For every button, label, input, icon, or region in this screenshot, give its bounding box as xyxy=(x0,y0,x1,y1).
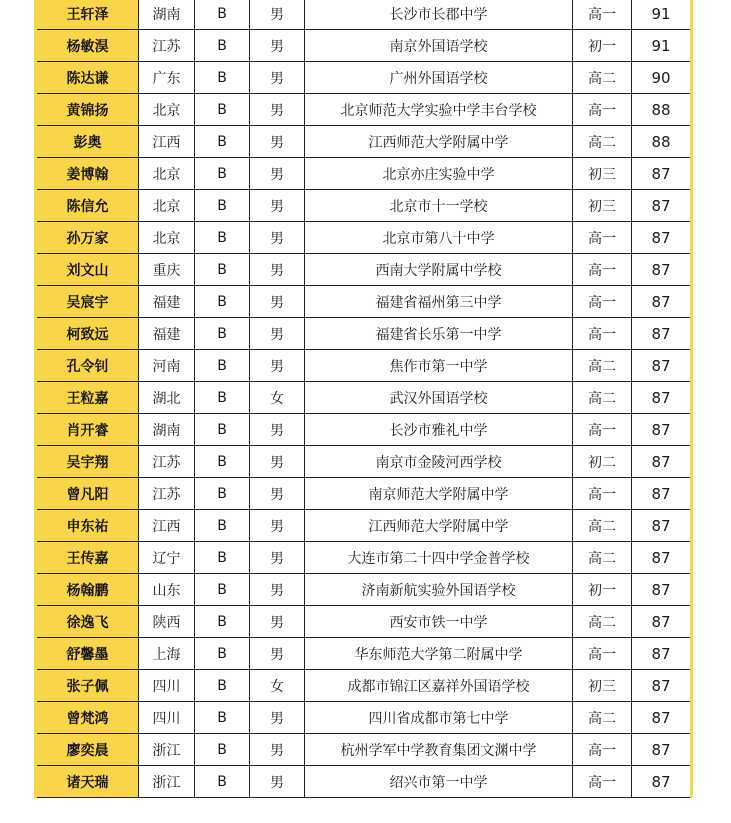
table-row xyxy=(36,606,692,638)
class-cell: B xyxy=(195,126,250,158)
class-cell: B xyxy=(195,318,250,350)
table-row xyxy=(36,638,692,670)
grade-cell: 高一 xyxy=(573,414,632,446)
province-cell: 北京 xyxy=(139,190,195,222)
province-cell: 江西 xyxy=(139,126,195,158)
class-cell: B xyxy=(195,574,250,606)
student-name-cell: 曾凡阳 xyxy=(36,478,139,510)
gender-cell: 男 xyxy=(250,286,305,318)
gender-cell: 男 xyxy=(250,94,305,126)
student-name-cell: 柯致远 xyxy=(36,318,139,350)
school-cell: 西南大学附属中学校 xyxy=(305,254,573,286)
gender-cell: 男 xyxy=(250,702,305,734)
gender-cell: 男 xyxy=(250,414,305,446)
province-cell: 北京 xyxy=(139,222,195,254)
table-row xyxy=(36,286,692,318)
class-cell: B xyxy=(195,382,250,414)
class-cell: B xyxy=(195,670,250,702)
score-cell: 87 xyxy=(632,446,692,478)
gender-cell: 男 xyxy=(250,254,305,286)
score-cell: 90 xyxy=(632,62,692,94)
score-cell: 87 xyxy=(632,318,692,350)
school-cell: 北京师范大学实验中学丰台学校 xyxy=(305,94,573,126)
gender-cell: 男 xyxy=(250,350,305,382)
student-name-cell: 孔令钊 xyxy=(36,350,139,382)
school-cell: 焦作市第一中学 xyxy=(305,350,573,382)
class-cell: B xyxy=(195,702,250,734)
province-cell: 上海 xyxy=(139,638,195,670)
table-row xyxy=(36,446,692,478)
school-cell: 大连市第二十四中学金普学校 xyxy=(305,542,573,574)
table-row xyxy=(36,510,692,542)
score-cell: 91 xyxy=(632,0,692,30)
student-name-cell: 王轩泽 xyxy=(36,0,139,30)
student-name-cell: 王粒嘉 xyxy=(36,382,139,414)
score-cell: 87 xyxy=(632,350,692,382)
gender-cell: 男 xyxy=(250,478,305,510)
province-cell: 江西 xyxy=(139,510,195,542)
province-cell: 福建 xyxy=(139,286,195,318)
score-cell: 87 xyxy=(632,382,692,414)
school-cell: 福建省长乐第一中学 xyxy=(305,318,573,350)
grade-cell: 初三 xyxy=(573,190,632,222)
province-cell: 湖南 xyxy=(139,0,195,30)
school-cell: 南京外国语学校 xyxy=(305,30,573,62)
table-row xyxy=(36,478,692,510)
score-cell: 87 xyxy=(632,158,692,190)
province-cell: 湖南 xyxy=(139,414,195,446)
student-name-cell: 徐逸飞 xyxy=(36,606,139,638)
class-cell: B xyxy=(195,446,250,478)
class-cell: B xyxy=(195,94,250,126)
student-name-cell: 诸天瑞 xyxy=(36,766,139,798)
table-row xyxy=(36,222,692,254)
grade-cell: 高二 xyxy=(573,542,632,574)
student-name-cell: 姜博翰 xyxy=(36,158,139,190)
gender-cell: 男 xyxy=(250,574,305,606)
score-cell: 87 xyxy=(632,702,692,734)
table-row xyxy=(36,734,692,766)
score-cell: 87 xyxy=(632,254,692,286)
student-name-cell: 王传嘉 xyxy=(36,542,139,574)
province-cell: 河南 xyxy=(139,350,195,382)
grade-cell: 高一 xyxy=(573,734,632,766)
grade-cell: 初一 xyxy=(573,574,632,606)
class-cell: B xyxy=(195,190,250,222)
grade-cell: 高二 xyxy=(573,702,632,734)
student-name-cell: 张子佩 xyxy=(36,670,139,702)
class-cell: B xyxy=(195,62,250,94)
grade-cell: 高一 xyxy=(573,318,632,350)
class-cell: B xyxy=(195,414,250,446)
school-cell: 广州外国语学校 xyxy=(305,62,573,94)
student-name-cell: 彭奥 xyxy=(36,126,139,158)
school-cell: 福建省福州第三中学 xyxy=(305,286,573,318)
grade-cell: 高二 xyxy=(573,510,632,542)
score-cell: 87 xyxy=(632,286,692,318)
province-cell: 重庆 xyxy=(139,254,195,286)
table-row xyxy=(36,0,692,30)
table-row xyxy=(36,254,692,286)
gender-cell: 男 xyxy=(250,190,305,222)
student-name-cell: 曾梵鸿 xyxy=(36,702,139,734)
school-cell: 华东师范大学第二附属中学 xyxy=(305,638,573,670)
student-name-cell: 舒馨墨 xyxy=(36,638,139,670)
table-row xyxy=(36,574,692,606)
school-cell: 四川省成都市第七中学 xyxy=(305,702,573,734)
grade-cell: 高一 xyxy=(573,0,632,30)
grade-cell: 高一 xyxy=(573,94,632,126)
province-cell: 陕西 xyxy=(139,606,195,638)
score-cell: 87 xyxy=(632,766,692,798)
grade-cell: 高二 xyxy=(573,62,632,94)
student-name-cell: 廖奕晨 xyxy=(36,734,139,766)
results-table-body xyxy=(36,0,692,798)
student-name-cell: 孙万家 xyxy=(36,222,139,254)
class-cell: B xyxy=(195,350,250,382)
province-cell: 北京 xyxy=(139,158,195,190)
province-cell: 福建 xyxy=(139,318,195,350)
table-row xyxy=(36,414,692,446)
table-row xyxy=(36,670,692,702)
score-cell: 88 xyxy=(632,94,692,126)
score-cell: 88 xyxy=(632,126,692,158)
gender-cell: 男 xyxy=(250,126,305,158)
class-cell: B xyxy=(195,478,250,510)
school-cell: 成都市锦江区嘉祥外国语学校 xyxy=(305,670,573,702)
student-name-cell: 申东祐 xyxy=(36,510,139,542)
table-row xyxy=(36,190,692,222)
grade-cell: 初三 xyxy=(573,158,632,190)
grade-cell: 高一 xyxy=(573,222,632,254)
class-cell: B xyxy=(195,222,250,254)
grade-cell: 初一 xyxy=(573,30,632,62)
school-cell: 南京市金陵河西学校 xyxy=(305,446,573,478)
student-name-cell: 肖开睿 xyxy=(36,414,139,446)
gender-cell: 男 xyxy=(250,606,305,638)
results-table xyxy=(34,0,693,798)
score-cell: 87 xyxy=(632,734,692,766)
grade-cell: 高一 xyxy=(573,478,632,510)
province-cell: 湖北 xyxy=(139,382,195,414)
gender-cell: 男 xyxy=(250,62,305,94)
table-row xyxy=(36,318,692,350)
school-cell: 济南新航实验外国语学校 xyxy=(305,574,573,606)
gender-cell: 男 xyxy=(250,222,305,254)
class-cell: B xyxy=(195,606,250,638)
grade-cell: 初二 xyxy=(573,446,632,478)
grade-cell: 初三 xyxy=(573,670,632,702)
province-cell: 江苏 xyxy=(139,30,195,62)
class-cell: B xyxy=(195,510,250,542)
grade-cell: 高一 xyxy=(573,254,632,286)
table-row xyxy=(36,62,692,94)
student-name-cell: 杨翰鹏 xyxy=(36,574,139,606)
school-cell: 北京亦庄实验中学 xyxy=(305,158,573,190)
class-cell: B xyxy=(195,638,250,670)
grade-cell: 高二 xyxy=(573,382,632,414)
table-row xyxy=(36,30,692,62)
province-cell: 江苏 xyxy=(139,478,195,510)
gender-cell: 女 xyxy=(250,670,305,702)
table-row xyxy=(36,702,692,734)
score-cell: 87 xyxy=(632,670,692,702)
school-cell: 绍兴市第一中学 xyxy=(305,766,573,798)
gender-cell: 男 xyxy=(250,734,305,766)
student-name-cell: 陈达谦 xyxy=(36,62,139,94)
score-cell: 87 xyxy=(632,606,692,638)
table-row xyxy=(36,126,692,158)
score-cell: 87 xyxy=(632,190,692,222)
class-cell: B xyxy=(195,286,250,318)
score-cell: 87 xyxy=(632,510,692,542)
province-cell: 四川 xyxy=(139,702,195,734)
school-cell: 南京师范大学附属中学 xyxy=(305,478,573,510)
class-cell: B xyxy=(195,30,250,62)
grade-cell: 高二 xyxy=(573,606,632,638)
gender-cell: 男 xyxy=(250,0,305,30)
gender-cell: 男 xyxy=(250,638,305,670)
gender-cell: 男 xyxy=(250,510,305,542)
score-cell: 87 xyxy=(632,414,692,446)
school-cell: 北京市十一学校 xyxy=(305,190,573,222)
gender-cell: 男 xyxy=(250,542,305,574)
table-row xyxy=(36,350,692,382)
table-row xyxy=(36,158,692,190)
gender-cell: 男 xyxy=(250,766,305,798)
grade-cell: 高一 xyxy=(573,286,632,318)
class-cell: B xyxy=(195,542,250,574)
school-cell: 长沙市长郡中学 xyxy=(305,0,573,30)
table-row xyxy=(36,94,692,126)
school-cell: 江西师范大学附属中学 xyxy=(305,510,573,542)
class-cell: B xyxy=(195,734,250,766)
school-cell: 北京市第八十中学 xyxy=(305,222,573,254)
grade-cell: 高二 xyxy=(573,126,632,158)
gender-cell: 男 xyxy=(250,158,305,190)
grade-cell: 高二 xyxy=(573,350,632,382)
score-cell: 87 xyxy=(632,222,692,254)
school-cell: 长沙市雅礼中学 xyxy=(305,414,573,446)
class-cell: B xyxy=(195,766,250,798)
score-cell: 87 xyxy=(632,542,692,574)
class-cell: B xyxy=(195,254,250,286)
table-row xyxy=(36,542,692,574)
school-cell: 杭州学军中学教育集团文渊中学 xyxy=(305,734,573,766)
school-cell: 武汉外国语学校 xyxy=(305,382,573,414)
gender-cell: 女 xyxy=(250,382,305,414)
grade-cell: 高一 xyxy=(573,638,632,670)
score-cell: 87 xyxy=(632,478,692,510)
province-cell: 山东 xyxy=(139,574,195,606)
table-row xyxy=(36,766,692,798)
province-cell: 四川 xyxy=(139,670,195,702)
school-cell: 西安市铁一中学 xyxy=(305,606,573,638)
student-name-cell: 黄锦扬 xyxy=(36,94,139,126)
province-cell: 浙江 xyxy=(139,734,195,766)
province-cell: 辽宁 xyxy=(139,542,195,574)
table-row xyxy=(36,382,692,414)
province-cell: 浙江 xyxy=(139,766,195,798)
results-sheet xyxy=(34,0,690,798)
grade-cell: 高一 xyxy=(573,766,632,798)
province-cell: 北京 xyxy=(139,94,195,126)
score-cell: 87 xyxy=(632,574,692,606)
student-name-cell: 杨敏淏 xyxy=(36,30,139,62)
gender-cell: 男 xyxy=(250,30,305,62)
gender-cell: 男 xyxy=(250,318,305,350)
score-cell: 91 xyxy=(632,30,692,62)
student-name-cell: 陈信允 xyxy=(36,190,139,222)
class-cell: B xyxy=(195,0,250,30)
class-cell: B xyxy=(195,158,250,190)
score-cell: 87 xyxy=(632,638,692,670)
gender-cell: 男 xyxy=(250,446,305,478)
student-name-cell: 吴宇翔 xyxy=(36,446,139,478)
school-cell: 江西师范大学附属中学 xyxy=(305,126,573,158)
student-name-cell: 吴宸宇 xyxy=(36,286,139,318)
province-cell: 广东 xyxy=(139,62,195,94)
student-name-cell: 刘文山 xyxy=(36,254,139,286)
province-cell: 江苏 xyxy=(139,446,195,478)
